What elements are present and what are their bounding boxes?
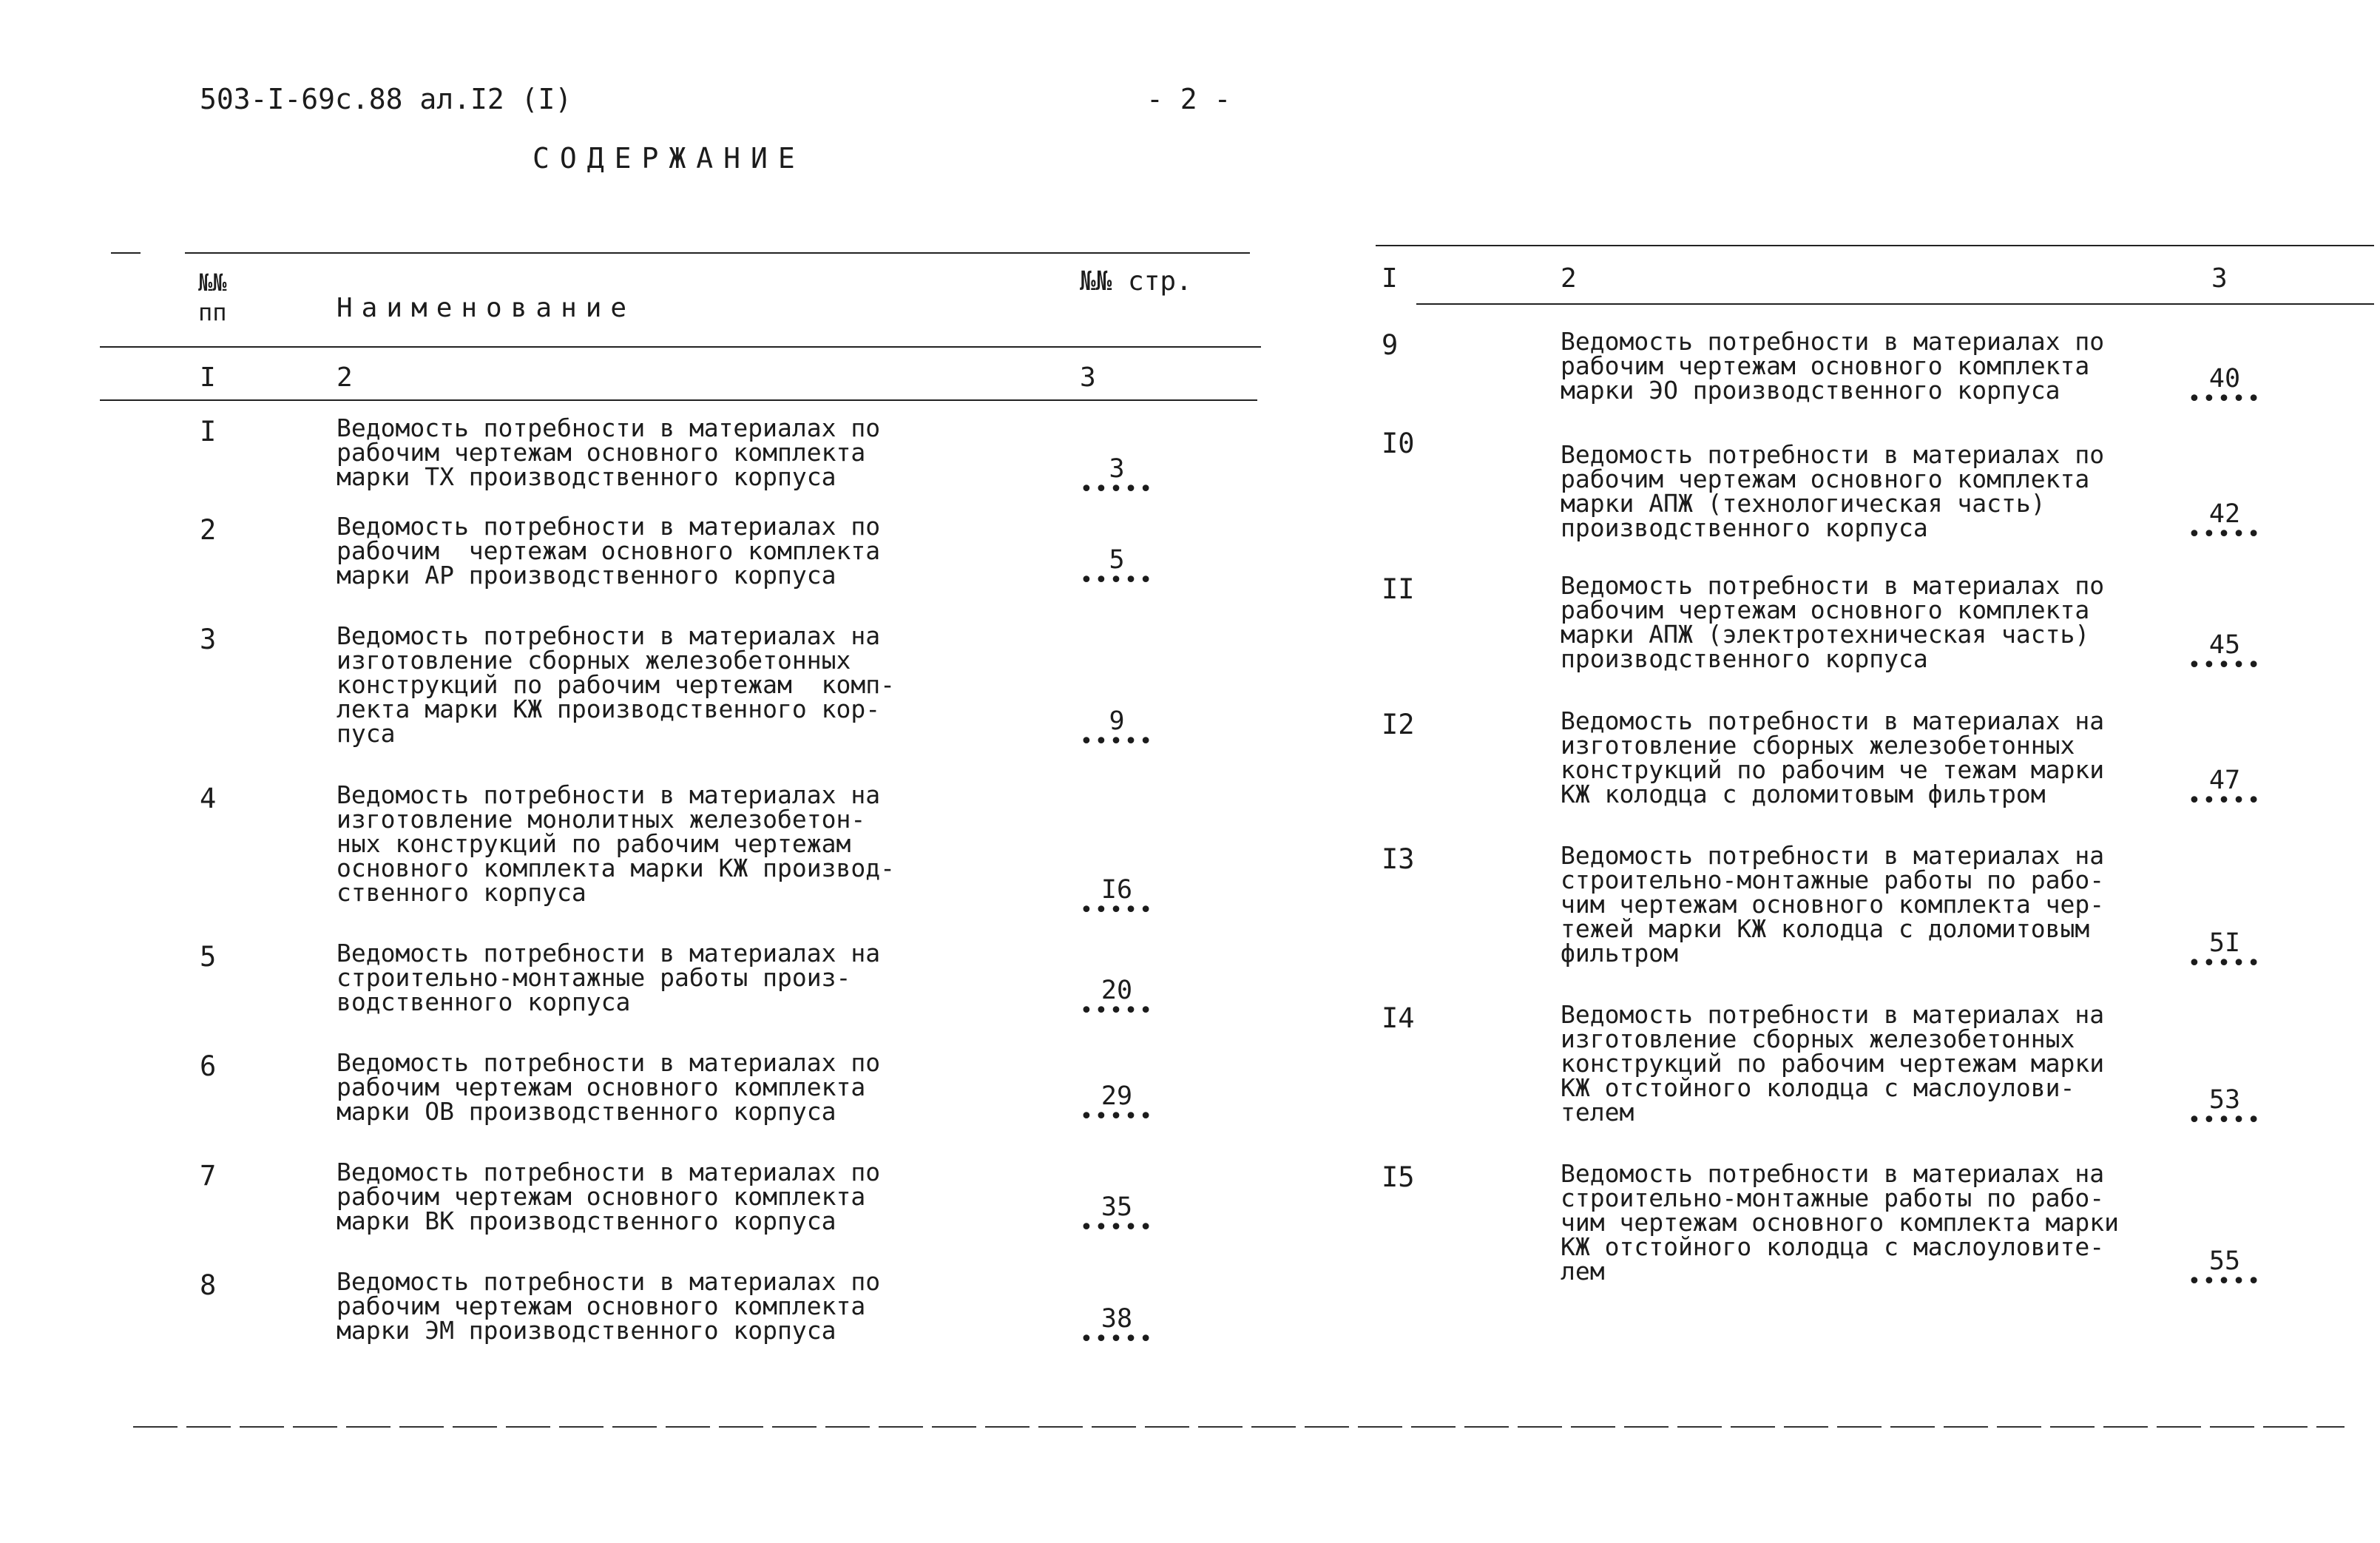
left-col2-header: Наименование (337, 293, 636, 323)
page-number-mark: - 2 - (1146, 83, 1231, 115)
leader-dots: ••••• (2187, 521, 2262, 547)
entry-title: Ведомость потребности в материалах на строительно-монтажные работы произ- водственного корпуса (337, 939, 881, 1016)
left-colnum-3: 3 (1080, 362, 1096, 393)
entry-page: 55 (2208, 1246, 2241, 1276)
entry-number: 7 (200, 1160, 217, 1192)
entry-number: 5 (200, 941, 217, 973)
entry-title: Ведомость потребности в материалах по рабочим чертежам основного комплекта марки АПЖ (электротехническая часть) производственного корпуса (1561, 571, 2105, 673)
entry-title: Ведомость потребности в материалах на изготовление сборных железобетонных конструкций по рабочим чертежам комп- лекта марки КЖ производственного кор- пуса (337, 621, 895, 748)
leader-dots: ••••• (2187, 951, 2262, 976)
bottom-dashed-rule (133, 1426, 2344, 1428)
entry-page: 45 (2208, 630, 2241, 660)
entry-title: Ведомость потребности в материалах на изготовление сборных железобетонных конструкций по рабочим чертежам марки КЖ отстойного колодца с маслоулови- телем (1561, 1000, 2105, 1127)
left-table-top-rule (185, 252, 1250, 254)
entry-page: I6 (1101, 875, 1133, 905)
entry-page: 3 (1109, 454, 1125, 484)
entry-number: 2 (200, 514, 217, 546)
entry-number: I4 (1382, 1002, 1415, 1034)
leader-dots: ••••• (2187, 652, 2262, 678)
entry-title: Ведомость потребности в материалах по рабочим чертежам основного комплекта марки ОВ производственного корпуса (337, 1048, 881, 1126)
entry-page: 38 (1101, 1304, 1133, 1334)
entry-title: Ведомость потребности в материалах по рабочим чертежам основного комплекта марки ВК производственного корпуса (337, 1158, 881, 1235)
leader-dots: ••••• (2187, 1107, 2262, 1133)
left-col1-header: №№ пп (198, 269, 227, 326)
left-table-header-rule (100, 346, 1261, 348)
leader-dots: ••••• (1079, 897, 1154, 923)
entry-number: 8 (200, 1269, 217, 1301)
entry-title: Ведомость потребности в материалах по рабочим чертежам основного комплекта марки АР производственного корпуса (337, 512, 881, 590)
stray-mark (111, 252, 141, 254)
entry-page: 9 (1109, 706, 1125, 736)
leader-dots: ••••• (1079, 998, 1154, 1024)
entry-number: I2 (1382, 709, 1415, 740)
entry-number: 3 (200, 624, 217, 655)
entry-title: Ведомость потребности в материалах по рабочим чертежам основного комплекта марки АПЖ (технологическая часть) производственного корпуса (1561, 440, 2105, 542)
entry-title: Ведомость потребности в материалах по рабочим чертежам основного комплекта марки ЭМ производственного корпуса (337, 1267, 881, 1345)
left-col3-header: №№ стр. (1080, 266, 1192, 297)
left-colnum-2: 2 (337, 362, 353, 393)
entry-page: 40 (2208, 364, 2241, 394)
entry-title: Ведомость потребности в материалах на изготовление сборных железобетонных конструкций по рабочим че тежам марки КЖ колодца с доломитовым фильтром (1561, 706, 2105, 808)
entry-page: 5 (1109, 545, 1125, 575)
entry-number: I (200, 416, 217, 448)
page-title: СОДЕРЖАНИЕ (533, 142, 805, 175)
right-colnum-1: I (1382, 263, 1398, 294)
leader-dots: ••••• (1079, 729, 1154, 754)
leader-dots: ••••• (2187, 386, 2262, 412)
entry-page: 47 (2208, 766, 2241, 795)
entry-number: I3 (1382, 843, 1415, 875)
entry-page: 35 (1101, 1192, 1133, 1222)
entry-number: II (1382, 573, 1415, 605)
entry-title: Ведомость потребности в материалах на строительно-монтажные работы по рабо- чим чертежам основного комплекта чер- тежей марки КЖ колодца с доломитовым фильтром (1561, 841, 2105, 968)
entry-title: Ведомость потребности в материалах на изготовление монолитных железобетон- ных конструкций по рабочим чертежам основного комплекта марки КЖ производ- ственного корпуса (337, 780, 895, 907)
left-table-colnum-rule (100, 399, 1257, 401)
leader-dots: ••••• (1079, 1215, 1154, 1240)
entry-page: 20 (1101, 976, 1133, 1005)
entry-page: 53 (2208, 1085, 2241, 1115)
entry-page: 5I (2208, 928, 2241, 958)
leader-dots: ••••• (1079, 1104, 1154, 1130)
entry-number: 4 (200, 783, 217, 814)
leader-dots: ••••• (1079, 476, 1154, 502)
left-colnum-1: I (200, 362, 216, 393)
right-colnum-3: 3 (2211, 263, 2228, 294)
leader-dots: ••••• (2187, 1269, 2262, 1294)
entry-title: Ведомость потребности в материалах на строительно-монтажные работы по рабо- чим чертежам основного комплекта марки КЖ отстойного колодца с маслоуловите- лем (1561, 1159, 2119, 1286)
document-code: 503-I-69с.88 ал.I2 (I) (200, 83, 572, 115)
right-colnum-2: 2 (1561, 263, 1577, 294)
entry-page: 42 (2208, 499, 2241, 529)
leader-dots: ••••• (1079, 567, 1154, 593)
entry-number: 6 (200, 1050, 217, 1082)
right-table-colnum-rule (1416, 303, 2374, 305)
entry-number: 9 (1382, 329, 1399, 361)
entry-title: Ведомость потребности в материалах по рабочим чертежам основного комплекта марки ЭО производственного корпуса (1561, 327, 2105, 405)
entry-page: 29 (1101, 1081, 1133, 1111)
leader-dots: ••••• (1079, 1326, 1154, 1352)
entry-number: I5 (1382, 1161, 1415, 1193)
entry-title: Ведомость потребности в материалах по рабочим чертежам основного комплекта марки ТХ производственного корпуса (337, 413, 881, 491)
leader-dots: ••••• (2187, 788, 2262, 814)
entry-number: I0 (1382, 428, 1415, 459)
right-table-top-rule (1376, 245, 2374, 246)
